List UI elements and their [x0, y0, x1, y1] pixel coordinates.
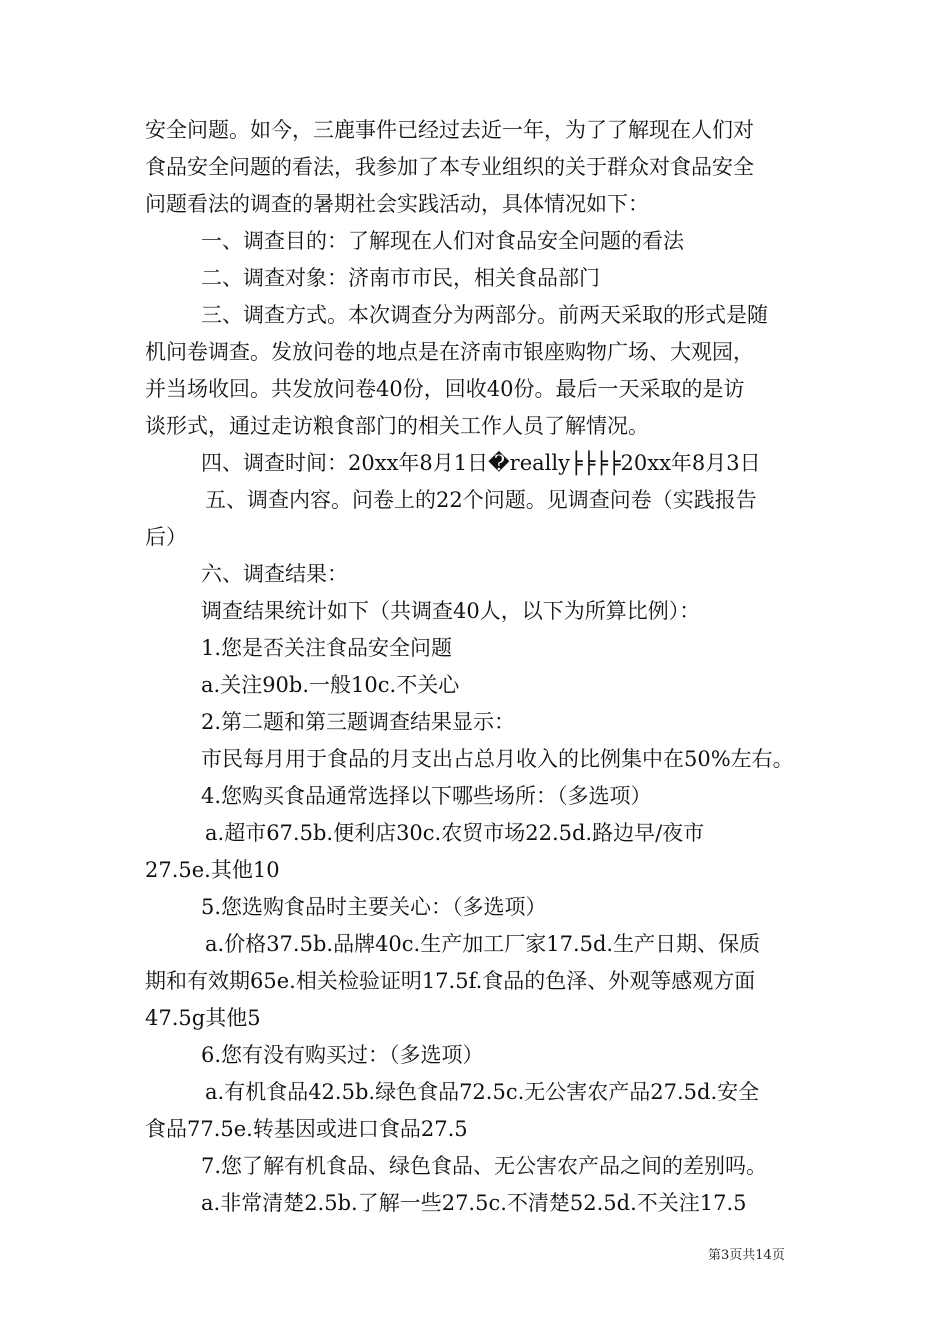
paragraph-line: 安全问题。如今，三鹿事件已经过去近一年，为了了解现在人们对 [145, 118, 754, 142]
paragraph-line: 后） [145, 525, 187, 549]
paragraph-line: 谈形式，通过走访粮食部门的相关工作人员了解情况。 [145, 414, 649, 438]
paragraph-line: 食品77.5e.转基因或进口食品27.5 [145, 1117, 468, 1141]
answer-7: a.非常清楚2.5b.了解一些27.5c.不清楚52.5d.不关注17.5 [201, 1191, 747, 1215]
question-4: 4.您购买食品通常选择以下哪些场所：（多选项） [201, 784, 652, 808]
survey-time: 四、调查时间：20xx年8月1日�really╞╞╞╞20xx年8月3日 [201, 451, 761, 475]
answer-5: a.价格37.5b.品牌40c.生产加工厂家17.5d.生产日期、保质 [205, 932, 761, 956]
paragraph-line: 食品安全问题的看法，我参加了本专业组织的关于群众对食品安全 [145, 155, 754, 179]
survey-subject: 二、调查对象：济南市市民，相关食品部门 [201, 266, 600, 290]
survey-method: 三、调查方式。本次调查分为两部分。前两天采取的形式是随 [201, 303, 768, 327]
document-body [145, 112, 810, 1222]
question-2-3: 2.第二题和第三题调查结果显示： [201, 710, 516, 734]
question-6: 6.您有没有购买过：（多选项） [201, 1043, 484, 1067]
answer-6: a.有机食品42.5b.绿色食品72.5c.无公害农产品27.5d.安全 [205, 1080, 760, 1104]
paragraph-line: 问题看法的调查的暑期社会实践活动，具体情况如下： [145, 192, 649, 216]
question-5: 5.您选购食品时主要关心：（多选项） [201, 895, 547, 919]
survey-content: 五、调查内容。问卷上的22个问题。见调查问卷（实践报告 [205, 488, 757, 512]
survey-results-heading: 六、调查结果： [201, 562, 348, 586]
paragraph-line: 期和有效期65e.相关检验证明17.5f.食品的色泽、外观等感观方面 [145, 969, 756, 993]
survey-purpose: 一、调查目的：了解现在人们对食品安全问题的看法 [201, 229, 684, 253]
answer-4: a.超市67.5b.便利店30c.农贸市场22.5d.路边早/夜市 [205, 821, 705, 845]
paragraph-line: 47.5g其他5 [145, 1006, 261, 1030]
question-1: 1.您是否关注食品安全问题 [201, 636, 453, 660]
results-summary: 调查结果统计如下（共调查40人，以下为所算比例）： [201, 599, 701, 623]
page-number: 第3页共14页 [708, 1248, 785, 1263]
paragraph-line: 机问卷调查。发放问卷的地点是在济南市银座购物广场、大观园， [145, 340, 754, 364]
paragraph-line: 并当场收回。共发放问卷40份，回收40份。最后一天采取的是访 [145, 377, 745, 401]
answer-2-3: 市民每月用于食品的月支出占总月收入的比例集中在50%左右。 [201, 747, 794, 771]
paragraph-line: 27.5e.其他10 [145, 858, 280, 882]
question-7: 7.您了解有机食品、绿色食品、无公害农产品之间的差别吗。 [201, 1154, 768, 1178]
answer-1: a.关注90b.一般10c.不关心 [201, 673, 460, 697]
